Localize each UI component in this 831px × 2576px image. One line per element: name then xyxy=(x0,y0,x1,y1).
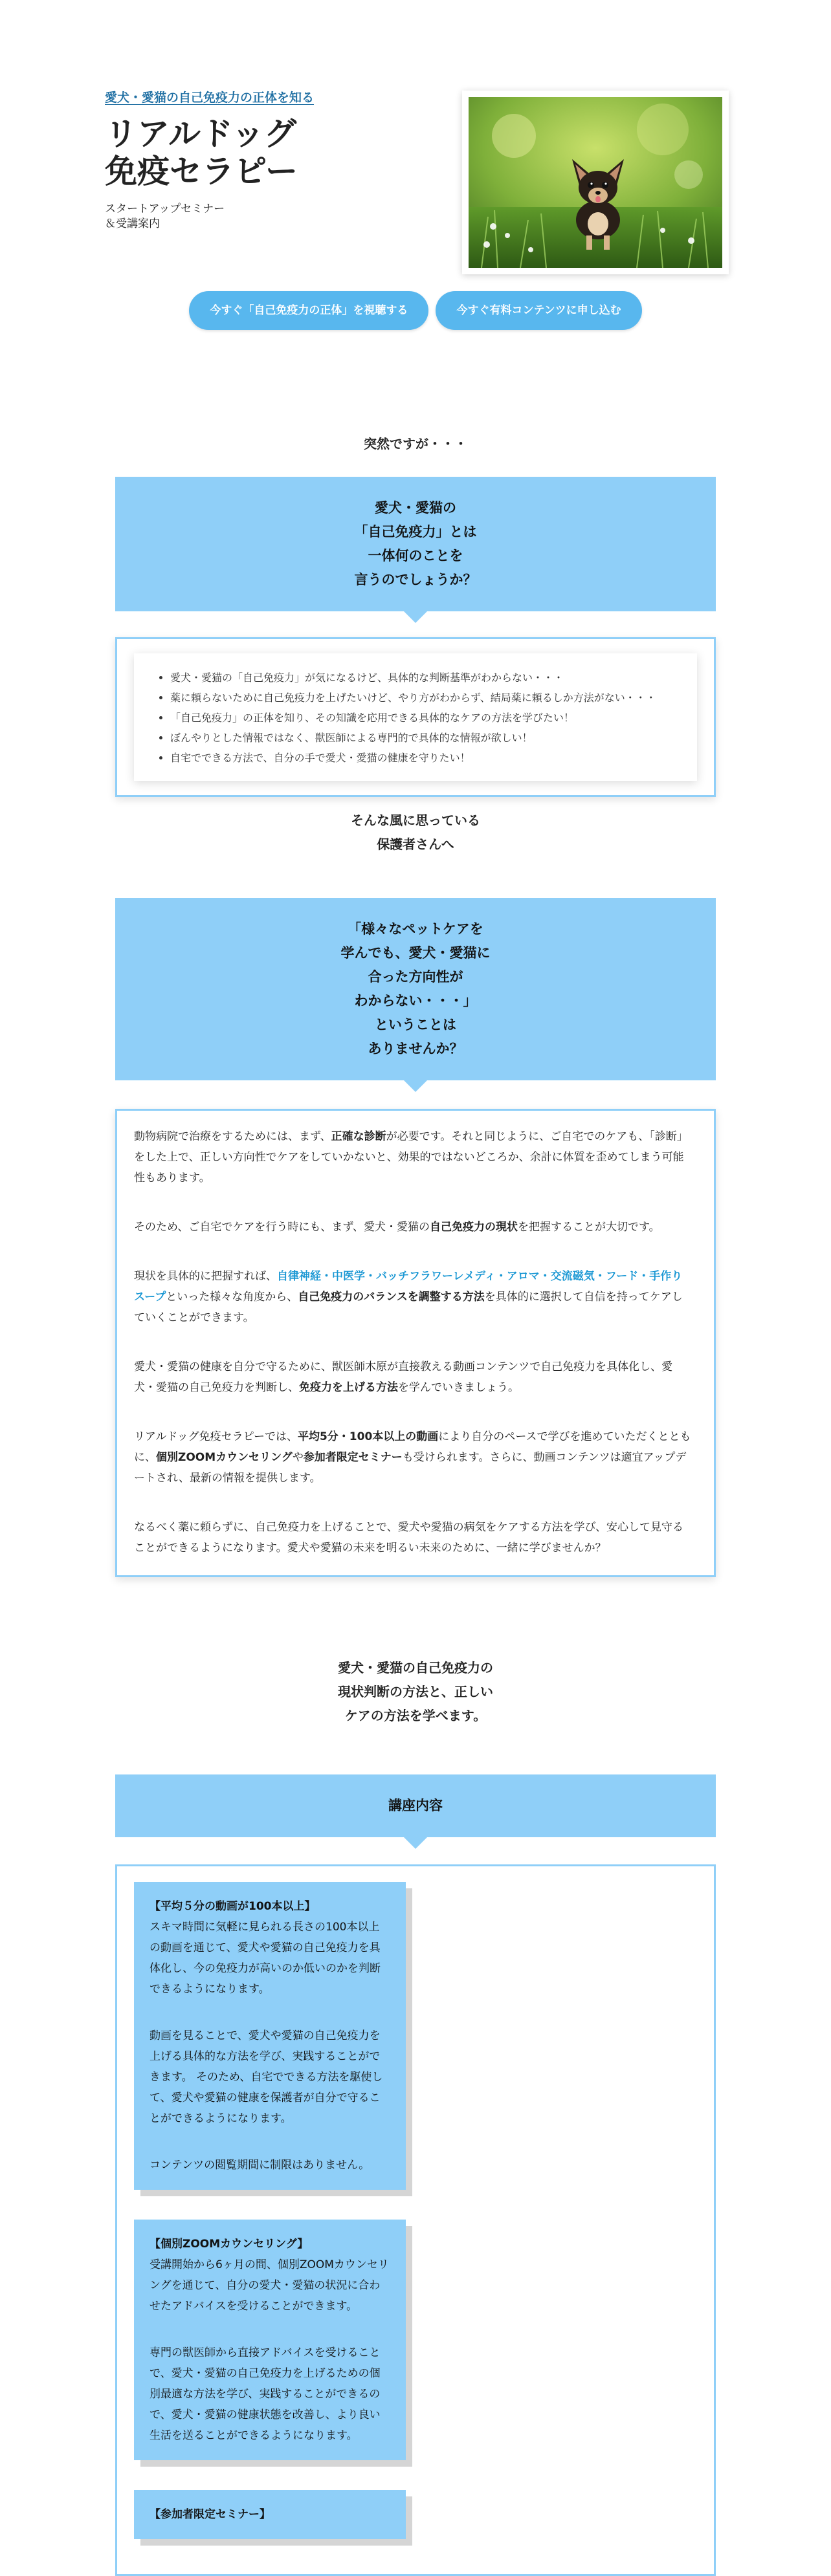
text-run: や xyxy=(292,1451,304,1464)
text-run: そのため、ご自宅でケアを行う時にも、まず、愛犬・愛猫の xyxy=(134,1221,430,1234)
card-title: 【平均５分の動画が100本以上】 xyxy=(150,1900,316,1913)
highlight-text: 自律神経・中医学・バッチフラワーレメディ・アロマ・交流磁気・フード・手作りスープ xyxy=(134,1270,683,1304)
cta-row xyxy=(0,291,831,330)
page-title-line: リアルドッグ xyxy=(105,115,296,153)
course-card-videos xyxy=(134,1882,406,2190)
paragraph: なるべく薬に頼らずに、自己免疫力を上げることで、愛犬や愛猫の病気をケアする方法を学び、安心して見守ることができるようになります。愛犬や愛猫の未来を明るい未来のために、一緒に学びませんか？ xyxy=(134,1521,683,1555)
card-paragraph: コンテンツの閲覧期間に制限はありません。 xyxy=(150,2159,370,2172)
text-run: が必要です。それと同じように、ご自宅でのケアも、「診断」をした上で、正しい方向性でケアをしていかないと、効果的ではないどころか、余計に体質を歪めてしまう可能性もあります。 xyxy=(134,1130,688,1184)
heading-line: ありませんか？ xyxy=(368,1041,463,1056)
text-run: を学んでいきましょう。 xyxy=(398,1381,519,1394)
paragraph xyxy=(134,1126,693,1188)
text-run: を把握することが大切です。 xyxy=(517,1221,660,1234)
list-item: • 薬に頼らないために自己免疫力を上げたいけど、やり方がわからず、結局薬に頼るしか方法がない・・・ xyxy=(170,688,679,708)
paragraph xyxy=(134,1426,693,1489)
hero-subtitle-line: スタートアップセミナー xyxy=(105,202,225,215)
course-card-zoom xyxy=(134,2220,406,2460)
hero-section xyxy=(0,0,831,362)
course-heading: 講座内容 xyxy=(115,1774,716,1837)
heading-line: 「様々なペットケアを xyxy=(348,921,483,937)
card-paragraph: 専門の獣医師から直接アドバイスを受けることで、愛犬・愛猫の自己免疫力を上げるための個別最適な方法を学び、実践することができるので、愛犬・愛猫の健康状態を改善し、より良い生活を送ることができるようになります。 xyxy=(150,2346,381,2442)
heading-line: 学んでも、愛犬・愛猫に xyxy=(340,945,491,961)
lead-line: 愛犬・愛猫の自己免疫力の xyxy=(338,1660,493,1675)
card-title: 【個別ZOOMカウンセリング】 xyxy=(150,2238,309,2251)
explanation-box xyxy=(115,1109,716,1577)
text-run: といった様々な角度から、 xyxy=(166,1291,298,1304)
heading-line: 愛犬・愛猫の xyxy=(375,500,456,516)
chihuahua-in-grass-image xyxy=(469,97,722,268)
hero-subtitle xyxy=(105,202,225,232)
text-run: により自分のペースで学びを進めていただくとともに、 xyxy=(134,1430,691,1464)
heading-line: 言うのでしょうか？ xyxy=(354,572,477,587)
list-item: • 愛犬・愛猫の「自己免疫力」が気になるけど、具体的な判断基準がわからない・・・ xyxy=(170,668,679,688)
list-item: • 自宅でできる方法で、自分の手で愛犬・愛猫の健康を守りたい！ xyxy=(170,748,679,768)
course-section xyxy=(0,1577,831,2576)
emphasis-text: 平均5分・100本以上の動画 xyxy=(297,1430,439,1443)
course-contents-box xyxy=(115,1864,716,2576)
emphasis-text: 参加者限定セミナー xyxy=(303,1451,403,1464)
heading-line: 一体何のことを xyxy=(368,548,463,563)
text-run: リアルドッグ免疫セラピーでは、 xyxy=(134,1430,298,1443)
page-title xyxy=(105,115,298,190)
paragraph xyxy=(134,1357,693,1398)
list-item: • ぼんやりとした情報ではなく、獣医師による専門的で具体的な情報が欲しい！ xyxy=(170,728,679,748)
emphasis-text: 自己免疫力の現状 xyxy=(429,1221,518,1234)
card-title: 【参加者限定セミナー】 xyxy=(150,2508,271,2521)
hero-dog-photo xyxy=(462,91,729,274)
lead-line: 現状判断の方法と、正しい xyxy=(338,1684,493,1699)
hero-kicker: 愛犬・愛猫の自己免疫力の正体を知る xyxy=(105,91,315,105)
text-run: 現状を具体的に把握すれば、 xyxy=(134,1270,277,1283)
direction-section xyxy=(0,857,831,1577)
section-lead: 突然ですが・・・ xyxy=(364,436,467,452)
paragraph xyxy=(134,1266,693,1328)
section-heading xyxy=(115,898,716,1080)
caption-line: 保護者さんへ xyxy=(377,836,454,852)
text-run: 動物病院で治療をするためには、まず、 xyxy=(134,1130,331,1143)
apply-paid-content-button[interactable]: 今すぐ有料コンテンツに申し込む xyxy=(436,291,641,330)
concern-checklist xyxy=(134,653,697,781)
text-run: を具体的に選択して自信を持ってケアしていくことができます。 xyxy=(134,1291,683,1324)
card-paragraph: 受講開始から6ヶ月の間、個別ZOOMカウンセリングを通じて、自分の愛犬・愛猫の状況に合わせたアドバイスを受けることができます。 xyxy=(150,2258,389,2313)
emphasis-text: 個別ZOOMカウンセリング xyxy=(156,1451,293,1464)
course-card-seminar xyxy=(134,2490,406,2539)
heading-line: わからない・・・」 xyxy=(354,993,477,1009)
audience-caption xyxy=(0,809,831,857)
section-heading xyxy=(115,477,716,611)
caption-line: そんな風に思っている xyxy=(351,813,480,828)
emphasis-text: 免疫力を上げる方法 xyxy=(299,1381,398,1394)
emphasis-text: 自己免疫力のバランスを調整する方法 xyxy=(298,1291,485,1304)
problem-section xyxy=(0,362,831,857)
text-run: も受けられます。さらに、動画コンテンツは適宜アップデートされ、最新の情報を提供します。 xyxy=(134,1451,687,1485)
text-run: 愛犬・愛猫の健康を自分で守るために、獣医師木原が直接教える動画コンテンツで自己免疫力を具体化し、愛犬・愛猫の自己免疫力を判断し、 xyxy=(134,1360,673,1394)
heading-line: 合った方向性が xyxy=(368,969,463,985)
paragraph xyxy=(134,1217,693,1238)
hero-subtitle-line: ＆受講案内 xyxy=(105,217,160,230)
list-item: • 「自己免疫力」の正体を知り、その知識を応用できる具体的なケアの方法を学びたい！ xyxy=(170,708,679,728)
watch-immunity-button[interactable]: 今すぐ「自己免疫力の正体」を視聴する xyxy=(189,291,428,330)
emphasis-text: 正確な診断 xyxy=(331,1130,386,1143)
lead-line: ケアの方法を学べます。 xyxy=(344,1708,487,1723)
card-paragraph: 動画を見ることで、愛犬や愛猫の自己免疫力を上げる具体的な方法を学び、実践することができます。 そのため、自宅でできる方法を駆使して、愛犬や愛猫の健康を保護者が自分で守ることができるようになります。 xyxy=(150,2029,383,2125)
heading-line: ということは xyxy=(375,1017,456,1032)
heading-line: 「自己免疫力」とは xyxy=(354,524,477,540)
card-paragraph: スキマ時間に気軽に見られる長さの100本以上の動画を通じて、愛犬や愛猫の自己免疫力を具体化し、今の免疫力が高いのか低いのかを判断できるようになります。 xyxy=(150,1921,381,1996)
section-lead xyxy=(0,1656,831,1728)
page-title-line: 免疫セラピー xyxy=(105,153,298,190)
checklist-box xyxy=(115,637,716,797)
